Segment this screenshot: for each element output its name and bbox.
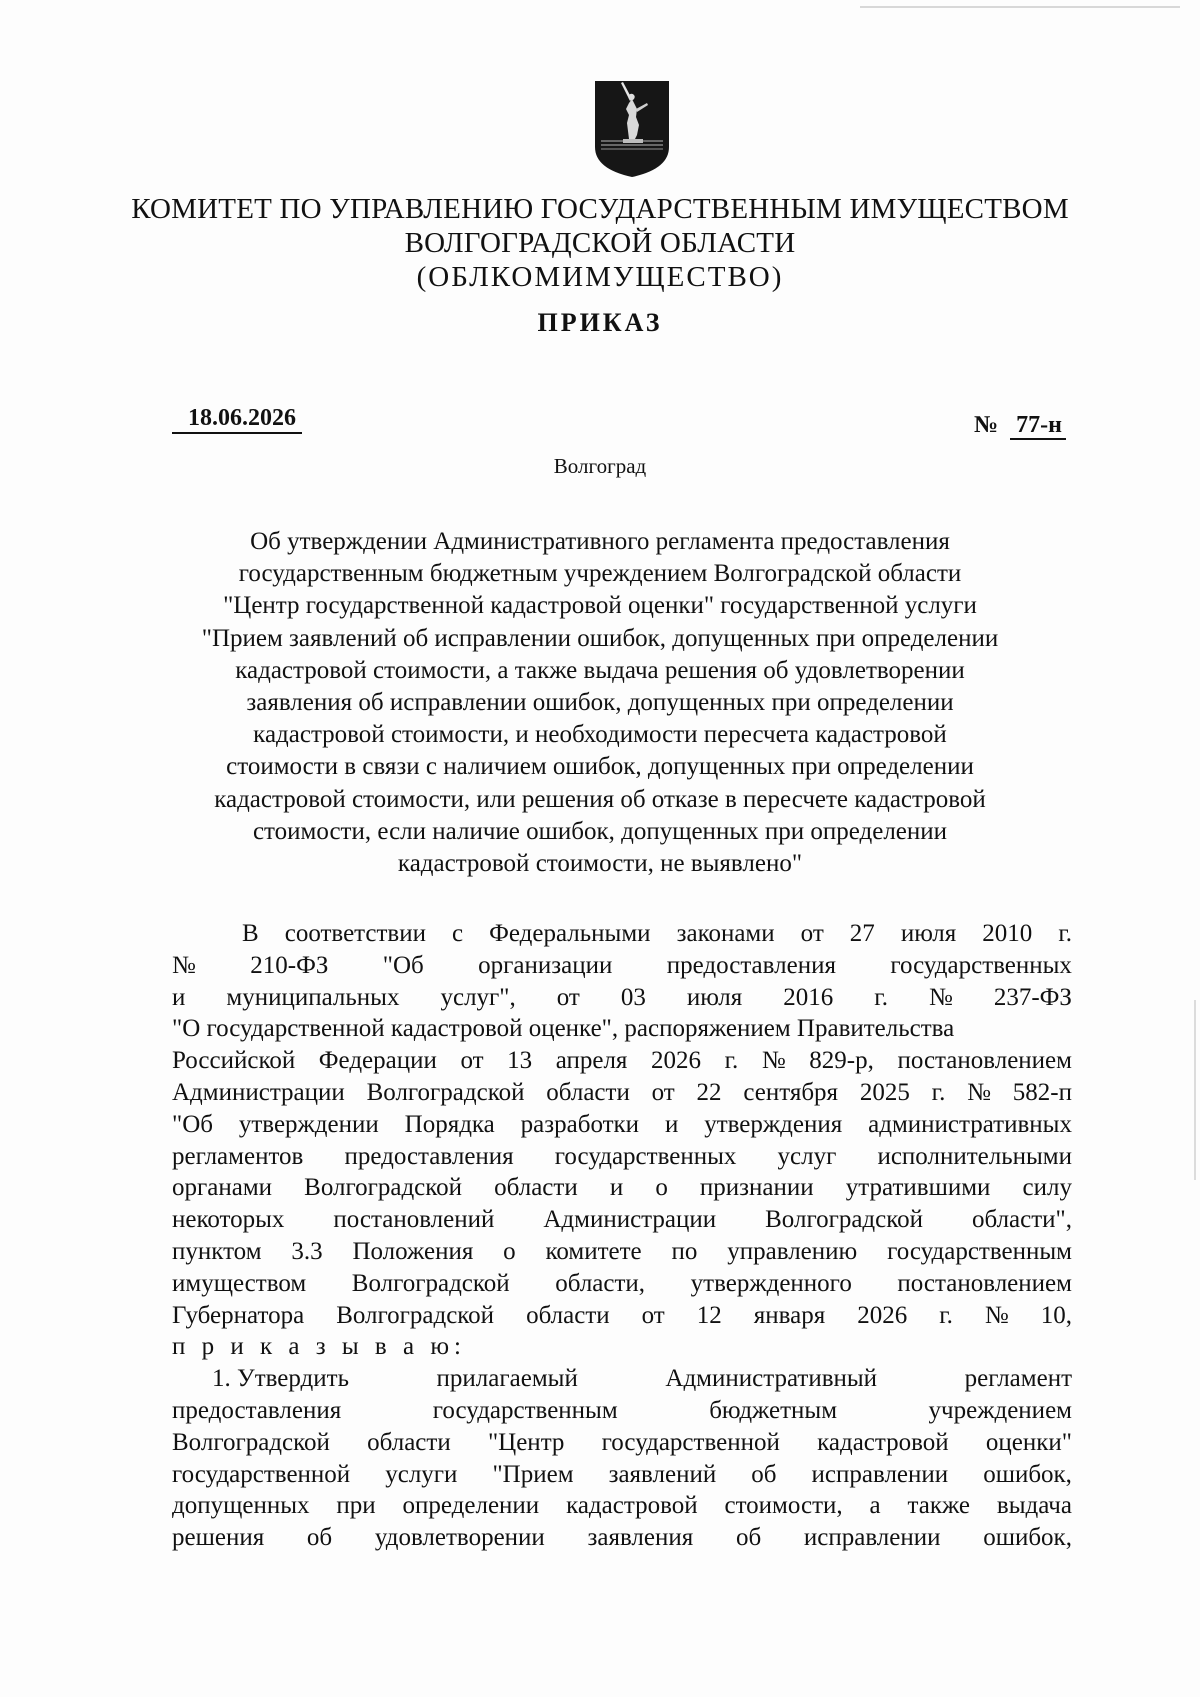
number-sign: № (974, 412, 999, 438)
body-line (172, 1236, 1072, 1268)
body-word: и (609, 1174, 624, 1202)
body-line (172, 1427, 1072, 1459)
body-word: и (172, 983, 186, 1011)
body-word: административных (868, 1110, 1072, 1138)
body-word: государственным (887, 1237, 1072, 1265)
body-word: Положения (352, 1237, 474, 1265)
subject-line: кадастровой стоимости, и необходимости пересчета кадастровой (253, 721, 947, 749)
body-word: имуществом (172, 1269, 307, 1297)
body-word: утверждении (238, 1110, 379, 1138)
body-word: постановлений (333, 1206, 495, 1234)
body-line (172, 918, 1072, 950)
body-word: Порядка (404, 1110, 495, 1138)
body-word: исполнительными (877, 1142, 1072, 1170)
number-value: 77-н (1010, 412, 1066, 440)
body-word: п р и к а з ы в а ю: (172, 1333, 466, 1361)
body-line (172, 1331, 1072, 1363)
body-word: г. (939, 1301, 953, 1329)
document-subject (150, 526, 1050, 880)
body-word: соответствии (284, 920, 426, 947)
body-word: регламентов (172, 1142, 304, 1170)
body-word: услуг (777, 1142, 837, 1170)
body-word: допущенных (172, 1492, 310, 1520)
body-word: области (494, 1174, 578, 1202)
body-line (172, 1363, 1072, 1395)
body-word: бюджетным (709, 1396, 838, 1424)
body-line (172, 1268, 1072, 1300)
body-word: 2026 (651, 1047, 702, 1075)
body-word: услуги (385, 1460, 458, 1488)
body-word: оценки" (985, 1428, 1072, 1456)
body-word: Волгоградской (765, 1206, 923, 1234)
body-word: организации (478, 951, 613, 979)
body-word: Администрации (543, 1206, 717, 1234)
body-word: Волгоградской (366, 1078, 525, 1106)
body-word: Волгоградской (336, 1301, 495, 1329)
body-word: муниципальных (226, 983, 400, 1011)
body-line (172, 1459, 1072, 1491)
body-line (172, 1490, 1072, 1522)
body-word: 2026 (857, 1301, 908, 1329)
body-word: "Об (172, 1110, 213, 1138)
body-word: № (984, 1301, 1009, 1329)
body-line (172, 950, 1072, 982)
committee-abbreviation: (ОБЛКОМИМУЩЕСТВО) (416, 261, 784, 293)
document-type-title: ПРИКАЗ (537, 308, 663, 337)
body-word: об (751, 1460, 777, 1488)
body-word: постановлением (897, 1047, 1072, 1075)
subject-line: стоимости в связи с наличием ошибок, допущенных при определении (226, 753, 974, 781)
coat-of-arms-emblem (593, 79, 671, 179)
body-line (172, 982, 1072, 1014)
body-word: 2025 (859, 1078, 910, 1106)
body-word: об (735, 1524, 762, 1552)
body-word: 237-ФЗ (993, 983, 1072, 1011)
body-word: Административный (665, 1365, 878, 1393)
committee-name-line2: ВОЛГОГРАДСКОЙ ОБЛАСТИ (404, 227, 796, 259)
body-word: стоимости, (724, 1492, 843, 1520)
body-line (172, 1172, 1072, 1204)
body-word: государственных (554, 1142, 737, 1170)
body-word: заявлений (608, 1460, 717, 1488)
body-word: области (526, 1301, 610, 1329)
body-word: 10, (1040, 1301, 1072, 1329)
body-word: утвержденного (690, 1269, 852, 1297)
body-word: ошибок, (983, 1524, 1072, 1552)
scan-edge-mark (1194, 1000, 1196, 1180)
subject-line: кадастровой стоимости, не выявлено" (397, 850, 803, 878)
body-word: от (651, 1078, 675, 1106)
body-word: кадастровой (566, 1492, 698, 1520)
body-word: определении (402, 1492, 540, 1520)
document-city: Волгоград (553, 454, 647, 478)
body-word: также (907, 1492, 971, 1520)
body-word: июля (686, 983, 743, 1011)
subject-line: "Прием заявлений об исправлении ошибок, допущенных при определении (201, 624, 999, 652)
body-word: предоставления (666, 951, 836, 979)
body-word: № (172, 951, 196, 979)
body-word: области, (555, 1269, 646, 1297)
body-word: пунктом (172, 1237, 262, 1265)
body-line (172, 1300, 1072, 1332)
body-word: № (761, 1047, 786, 1075)
body-word: 12 (696, 1301, 722, 1329)
body-word: управлению (727, 1237, 858, 1265)
subject-line: стоимости, если наличие ошибок, допущенных при определении (252, 817, 948, 845)
body-word: 2016 (783, 983, 834, 1011)
body-word: услуг", (440, 983, 516, 1011)
body-word: предоставления (344, 1142, 514, 1170)
body-word: 03 (620, 983, 646, 1011)
body-word: Администрации (172, 1078, 345, 1106)
body-word: разработки (520, 1110, 640, 1138)
body-word: 2010 (982, 920, 1033, 947)
body-word: государственной (601, 1428, 780, 1456)
body-word: заявления (587, 1524, 694, 1552)
body-word: Федеральными (489, 920, 651, 947)
body-word: № (967, 1078, 991, 1106)
body-word: "Центр (487, 1428, 565, 1456)
body-word: Федерации (318, 1047, 437, 1075)
document-body (172, 918, 1072, 1554)
body-word: силу (1022, 1174, 1072, 1202)
body-word: утверждения (704, 1110, 843, 1138)
body-word: выдача (996, 1492, 1072, 1520)
body-word: некоторых (172, 1206, 285, 1234)
body-word: г. (724, 1047, 739, 1075)
body-word: области (367, 1428, 451, 1456)
body-word: учреждением (928, 1396, 1072, 1424)
body-word: комитете (545, 1237, 642, 1265)
body-word: 3.3 (291, 1237, 323, 1265)
document-number (974, 411, 1066, 439)
body-word: г. (1058, 920, 1072, 947)
body-word: кадастровой (817, 1428, 949, 1456)
body-word: области", (971, 1206, 1072, 1234)
subject-line: кадастровой стоимости, а также выдача решения об удовлетворении (235, 656, 965, 684)
body-word: об (306, 1524, 333, 1552)
body-word: а (869, 1492, 881, 1520)
body-line (172, 1045, 1072, 1077)
body-word: 582-п (1012, 1078, 1072, 1106)
body-word: Российской (172, 1047, 296, 1075)
body-line (172, 1522, 1072, 1554)
body-word: от (556, 983, 580, 1011)
body-word: Волгоградской (304, 1174, 463, 1202)
document-date: 18.06.2026 (172, 404, 302, 434)
body-line (172, 1013, 1072, 1045)
body-word: Губернатора (172, 1301, 305, 1329)
body-word: о (655, 1174, 668, 1202)
subject-line: кадастровой стоимости, или решения об отказе в пересчете кадастровой (214, 785, 986, 813)
body-word: законами (676, 920, 775, 947)
body-word: органами (172, 1174, 273, 1202)
body-word: по (671, 1237, 698, 1265)
body-word: 22 (696, 1078, 722, 1106)
body-word: г. (931, 1078, 946, 1106)
body-word: решения (172, 1524, 265, 1552)
body-word: постановлением (897, 1269, 1072, 1297)
body-word: 829-р, (809, 1047, 874, 1075)
body-word: прилагаемый (436, 1365, 578, 1393)
body-word: от (460, 1047, 484, 1075)
body-word: января (753, 1301, 826, 1329)
subject-line: Об утверждении Административного регламента предоставления (250, 528, 950, 555)
body-word: "Об (382, 951, 424, 979)
body-word: государственных (890, 951, 1072, 979)
body-word: сентября (743, 1078, 839, 1106)
body-word: "О государственной кадастровой оценке", распоряжением Правительства (172, 1015, 955, 1043)
body-word: апреля (555, 1047, 628, 1075)
body-word: регламент (964, 1365, 1072, 1393)
body-line (172, 1395, 1072, 1427)
body-word: исправлении (803, 1524, 941, 1552)
body-word: утратившими (845, 1174, 991, 1202)
body-word: предоставления (172, 1396, 342, 1424)
subject-line: заявления об исправлении ошибок, допущенных при определении (246, 689, 954, 717)
subject-line: государственным бюджетным учреждением Волгоградской области (238, 560, 962, 588)
scan-edge-mark (860, 6, 1180, 8)
body-word: признании (699, 1174, 814, 1202)
body-word: Волгоградской (172, 1428, 330, 1456)
body-word: государственной (172, 1460, 351, 1488)
body-word: 210-ФЗ (250, 951, 329, 979)
body-word: 13 (507, 1047, 533, 1075)
subject-line: "Центр государственной кадастровой оценки" государственной услуги (223, 592, 977, 620)
committee-header (0, 192, 1200, 294)
body-word: удовлетворении (374, 1524, 545, 1552)
body-line (172, 1077, 1072, 1109)
body-line (172, 1141, 1072, 1173)
body-word: области (546, 1078, 630, 1106)
body-word: г. (874, 983, 888, 1011)
body-word: Волгоградской (351, 1269, 510, 1297)
body-word: ошибок, (983, 1460, 1072, 1488)
body-word: 1. Утвердить (212, 1365, 349, 1393)
body-line (172, 1204, 1072, 1236)
body-word: исправлении (811, 1460, 949, 1488)
body-word: при (336, 1492, 376, 1520)
body-word: "Прием (492, 1460, 574, 1488)
body-line (172, 1109, 1072, 1141)
body-word: 27 (849, 920, 875, 947)
body-word: июля (900, 920, 957, 947)
committee-name-line1: КОМИТЕТ ПО УПРАВЛЕНИЮ ГОСУДАРСТВЕННЫМ ИМУЩЕСТВОМ (131, 193, 1069, 225)
body-word: от (800, 920, 824, 947)
body-word: государственным (432, 1396, 618, 1424)
body-word: о (503, 1237, 516, 1265)
body-word: от (641, 1301, 665, 1329)
body-word: В (242, 920, 259, 947)
body-word: с (452, 920, 464, 947)
body-word: и (664, 1110, 679, 1138)
body-word: № (928, 983, 953, 1011)
